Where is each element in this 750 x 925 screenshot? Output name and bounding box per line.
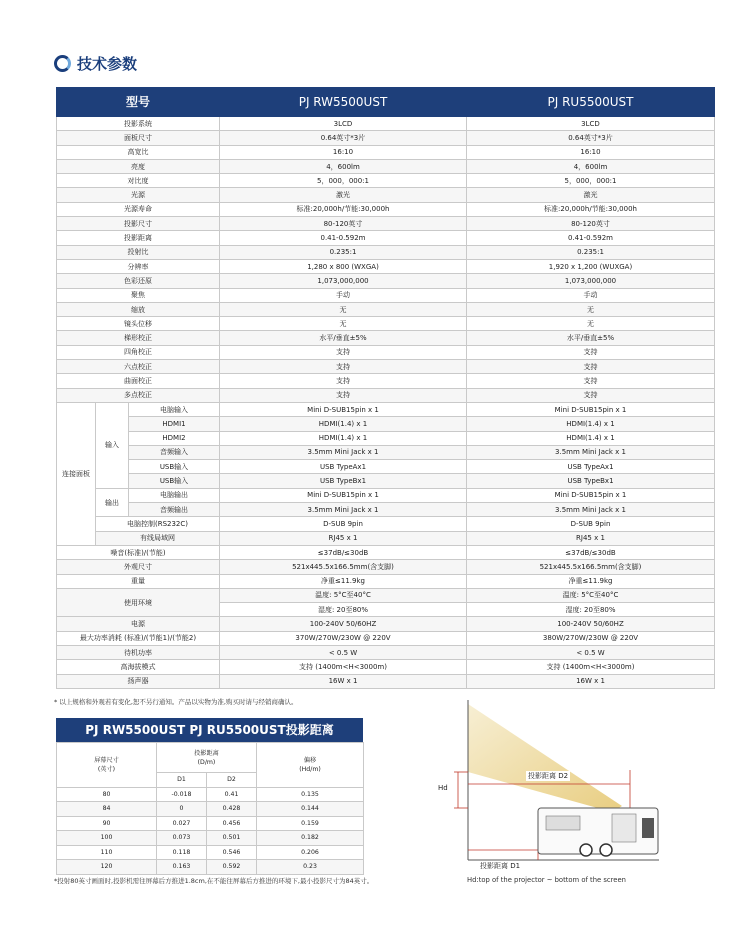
spec-value-rw: 手动 <box>220 288 467 302</box>
spec-value-rw: 激光 <box>220 188 467 202</box>
spec-value-ru: 4，600lm <box>467 159 715 173</box>
spec-label: 高宽比 <box>57 145 220 159</box>
header-model: 型号 <box>57 88 220 117</box>
spec-row <box>57 274 715 288</box>
env-row <box>57 588 715 602</box>
offset-cell: 0.159 <box>257 816 364 831</box>
spec-label: 投射比 <box>57 245 220 259</box>
spec-table <box>56 87 715 689</box>
env-label: 使用环境 <box>57 588 220 617</box>
label-d1: 投影距离 D1 <box>480 862 521 870</box>
spec-label: 曲面校正 <box>57 374 220 388</box>
spec-label: 亮度 <box>57 159 220 173</box>
spec-row <box>57 117 715 131</box>
spec-value-rw: 无 <box>220 317 467 331</box>
col-screen-size: 屏幕尺寸 (英寸) <box>57 743 157 788</box>
spec-label: 高海拔模式 <box>57 660 220 674</box>
spec-row <box>57 674 715 688</box>
connect-row <box>57 503 715 517</box>
spec-value-ru: 支持 <box>467 388 715 402</box>
spec-row <box>57 302 715 316</box>
spec-header-row <box>57 88 715 117</box>
spec-value-ru: 16W x 1 <box>467 674 715 688</box>
distance-header-row <box>57 743 364 773</box>
distance-row <box>57 787 364 802</box>
spec-row <box>57 217 715 231</box>
spec-value-rw: 无 <box>220 302 467 316</box>
spec-label: 外观尺寸 <box>57 560 220 574</box>
spec-value-rw: 支持 <box>220 388 467 402</box>
spec-label: 聚焦 <box>57 288 220 302</box>
connect-row <box>57 402 715 416</box>
spec-value-rw: 4，600lm <box>220 159 467 173</box>
spec-label: 光源 <box>57 188 220 202</box>
spec-row <box>57 560 715 574</box>
screen-size-cell: 90 <box>57 816 157 831</box>
d1-cell: 0.118 <box>157 845 207 860</box>
spec-value-ru: 0.64英寸*3片 <box>467 131 715 145</box>
spec-value-rw: Mini D-SUB15pin x 1 <box>220 402 467 416</box>
distance-table <box>56 742 364 875</box>
spec-row <box>57 574 715 588</box>
spec-label: 扬声器 <box>57 674 220 688</box>
spec-label: 镜头位移 <box>57 317 220 331</box>
projection-diagram-graphic <box>434 700 664 875</box>
spec-value-rw: 100-240V 50/60HZ <box>220 617 467 631</box>
spec-value-ru: 无 <box>467 317 715 331</box>
spec-value-ru: 1,073,000,000 <box>467 274 715 288</box>
connect-row <box>57 488 715 502</box>
distance-table-block <box>56 718 363 875</box>
spec-row <box>57 345 715 359</box>
spec-value-rw: 16:10 <box>220 145 467 159</box>
spec-label: 多点校正 <box>57 388 220 402</box>
spec-value-rw: 0.41-0.592m <box>220 231 467 245</box>
distance-row <box>57 845 364 860</box>
d2-cell: 0.41 <box>207 787 257 802</box>
spec-value-ru: USB TypeAx1 <box>467 460 715 474</box>
spec-value-ru: 湿度: 20至80% <box>467 603 715 617</box>
diagram-caption: Hd:top of the projector ~ bottom of the screen <box>467 876 626 884</box>
spec-value-ru: HDMI(1.4) x 1 <box>467 431 715 445</box>
spec-row <box>57 545 715 559</box>
d1-cell: -0.018 <box>157 787 207 802</box>
spec-value-rw: USB TypeAx1 <box>220 460 467 474</box>
spec-label: 缩放 <box>57 302 220 316</box>
spec-value-ru: 0.235:1 <box>467 245 715 259</box>
connect-port-label: 电脑控制(RS232C) <box>96 517 220 531</box>
d2-cell: 0.501 <box>207 831 257 846</box>
spec-row <box>57 331 715 345</box>
spec-value-rw: 3LCD <box>220 117 467 131</box>
spec-label: 对比度 <box>57 174 220 188</box>
screen-size-cell: 110 <box>57 845 157 860</box>
spec-value-ru: Mini D-SUB15pin x 1 <box>467 402 715 416</box>
spec-row <box>57 660 715 674</box>
spec-value-rw: 521x445.5x166.5mm(含支脚) <box>220 560 467 574</box>
spec-value-rw: 净重≤11.9kg <box>220 574 467 588</box>
spec-value-ru: Mini D-SUB15pin x 1 <box>467 488 715 502</box>
spec-value-ru: 无 <box>467 302 715 316</box>
distance-row <box>57 802 364 817</box>
spec-value-rw: Mini D-SUB15pin x 1 <box>220 488 467 502</box>
spec-label: 投影距离 <box>57 231 220 245</box>
distance-row <box>57 831 364 846</box>
connect-row <box>57 460 715 474</box>
spec-value-rw: D-SUB 9pin <box>220 517 467 531</box>
connect-port-label: 有线局域网 <box>96 531 220 545</box>
screen-size-cell: 100 <box>57 831 157 846</box>
connect-group-label: 连接面板 <box>57 402 96 545</box>
header-model-ru: PJ RU5500UST <box>467 88 715 117</box>
spec-value-ru: 手动 <box>467 288 715 302</box>
spec-footnote: * 以上规格和外观若有变化,恕不另行通知。产品以实物为准,购买时请与经销商确认。 <box>54 698 298 706</box>
spec-row <box>57 388 715 402</box>
connect-port-label: 音频输入 <box>129 445 220 459</box>
spec-value-rw: 3.5mm Mini Jack x 1 <box>220 445 467 459</box>
connect-row <box>57 531 715 545</box>
spec-value-ru: 支持 <box>467 374 715 388</box>
spec-value-rw: 支持 (1400m<H<3000m) <box>220 660 467 674</box>
spec-value-ru: 3LCD <box>467 117 715 131</box>
spec-value-rw: 0.64英寸*3片 <box>220 131 467 145</box>
spec-value-rw: 温度: 5°C至40°C <box>220 588 467 602</box>
section-title-text: 技术参数 <box>77 55 138 73</box>
spec-row <box>57 159 715 173</box>
spec-value-rw: HDMI(1.4) x 1 <box>220 417 467 431</box>
connect-row <box>57 431 715 445</box>
spec-value-rw: 80-120英寸 <box>220 217 467 231</box>
spec-value-rw: 支持 <box>220 374 467 388</box>
label-d2: 投影距离 D2 <box>528 772 569 780</box>
spec-value-ru: 3.5mm Mini Jack x 1 <box>467 445 715 459</box>
spec-row <box>57 245 715 259</box>
spec-value-ru: ≤37dB/≤30dB <box>467 545 715 559</box>
distance-table-title: PJ RW5500UST PJ RU5500UST投影距离 <box>56 718 363 742</box>
spec-row <box>57 231 715 245</box>
connect-row <box>57 517 715 531</box>
spec-row <box>57 202 715 216</box>
spec-value-rw: 1,073,000,000 <box>220 274 467 288</box>
spec-value-rw: 水平/垂直±5% <box>220 331 467 345</box>
spec-row <box>57 317 715 331</box>
spec-value-rw: 5，000，000:1 <box>220 174 467 188</box>
spec-value-rw: HDMI(1.4) x 1 <box>220 431 467 445</box>
spec-value-ru: < 0.5 W <box>467 645 715 659</box>
spec-value-rw: 湿度: 20至80% <box>220 603 467 617</box>
spec-row <box>57 259 715 273</box>
connect-row <box>57 445 715 459</box>
distance-row <box>57 860 364 875</box>
spec-value-ru: 380W/270W/230W @ 220V <box>467 631 715 645</box>
connect-port-label: USB输入 <box>129 460 220 474</box>
spec-value-rw: 3.5mm Mini Jack x 1 <box>220 503 467 517</box>
col-d1: D1 <box>157 773 207 788</box>
d2-cell: 0.546 <box>207 845 257 860</box>
spec-value-ru: 1,920 x 1,200 (WUXGA) <box>467 259 715 273</box>
connect-port-label: HDMI1 <box>129 417 220 431</box>
col-projection-distance: 投影距离 (D/m) <box>157 743 257 773</box>
distance-row <box>57 816 364 831</box>
spec-label: 四角校正 <box>57 345 220 359</box>
spec-row <box>57 631 715 645</box>
connect-port-label: 电脑输出 <box>129 488 220 502</box>
connect-row <box>57 474 715 488</box>
spec-value-rw: 370W/270W/230W @ 220V <box>220 631 467 645</box>
spec-value-ru: 16:10 <box>467 145 715 159</box>
offset-cell: 0.135 <box>257 787 364 802</box>
spec-value-rw: 0.235:1 <box>220 245 467 259</box>
spec-label: 色彩还原 <box>57 274 220 288</box>
spec-value-ru: 80-120英寸 <box>467 217 715 231</box>
spec-value-rw: 16W x 1 <box>220 674 467 688</box>
projector-icon <box>538 808 658 856</box>
screen-size-cell: 120 <box>57 860 157 875</box>
spec-value-ru: 温度: 5°C至40°C <box>467 588 715 602</box>
spec-value-ru: HDMI(1.4) x 1 <box>467 417 715 431</box>
spec-value-rw: 支持 <box>220 345 467 359</box>
connect-port-label: HDMI2 <box>129 431 220 445</box>
spec-label: 待机功率 <box>57 645 220 659</box>
distance-footnote: *投射80英寸画面时,投影机需往屏幕后方推进1.8cm,在不能往屏幕后方推进的环境下,最小投影尺寸为84英寸。 <box>54 877 374 885</box>
spec-label: 分辨率 <box>57 259 220 273</box>
spec-row <box>57 645 715 659</box>
spec-value-ru: D-SUB 9pin <box>467 517 715 531</box>
spec-value-ru: 521x445.5x166.5mm(含支脚) <box>467 560 715 574</box>
offset-cell: 0.182 <box>257 831 364 846</box>
d1-cell: 0.073 <box>157 831 207 846</box>
spec-value-ru: USB TypeBx1 <box>467 474 715 488</box>
spec-label: 重量 <box>57 574 220 588</box>
projection-diagram <box>434 700 664 875</box>
spec-value-ru: RJ45 x 1 <box>467 531 715 545</box>
spec-label: 六点校正 <box>57 360 220 374</box>
connect-port-label: 电脑输入 <box>129 402 220 416</box>
spec-value-ru: 净重≤11.9kg <box>467 574 715 588</box>
circle-icon <box>54 55 71 72</box>
spec-value-rw: RJ45 x 1 <box>220 531 467 545</box>
screen-size-cell: 80 <box>57 787 157 802</box>
col-d2: D2 <box>207 773 257 788</box>
connect-row <box>57 417 715 431</box>
spec-row <box>57 617 715 631</box>
spec-label: 面板尺寸 <box>57 131 220 145</box>
d2-cell: 0.428 <box>207 802 257 817</box>
header-model-rw: PJ RW5500UST <box>220 88 467 117</box>
d1-cell: 0.027 <box>157 816 207 831</box>
d1-cell: 0 <box>157 802 207 817</box>
spec-row <box>57 360 715 374</box>
spec-value-rw: < 0.5 W <box>220 645 467 659</box>
d1-cell: 0.163 <box>157 860 207 875</box>
spec-label: 噪音(标准)/(节能) <box>57 545 220 559</box>
spec-value-ru: 标准:20,000h/节能:30,000h <box>467 202 715 216</box>
spec-label: 梯形校正 <box>57 331 220 345</box>
col-offset: 偏移 (Hd/m) <box>257 743 364 788</box>
spec-row <box>57 374 715 388</box>
spec-row <box>57 188 715 202</box>
spec-value-rw: ≤37dB/≤30dB <box>220 545 467 559</box>
spec-label: 最大功率消耗 (标准)/(节能1)/(节能2) <box>57 631 220 645</box>
input-group-label: 输入 <box>96 402 129 488</box>
offset-cell: 0.23 <box>257 860 364 875</box>
d2-cell: 0.592 <box>207 860 257 875</box>
offset-cell: 0.206 <box>257 845 364 860</box>
light-beam <box>468 704 622 812</box>
output-group-label: 输出 <box>96 488 129 517</box>
spec-value-ru: 支持 <box>467 345 715 359</box>
spec-value-rw: 1,280 x 800 (WXGA) <box>220 259 467 273</box>
spec-value-rw: 标准:20,000h/节能:30,000h <box>220 202 467 216</box>
spec-label: 电源 <box>57 617 220 631</box>
offset-cell: 0.144 <box>257 802 364 817</box>
spec-value-rw: 支持 <box>220 360 467 374</box>
spec-label: 投影尺寸 <box>57 217 220 231</box>
label-hd: Hd <box>438 784 448 792</box>
spec-row <box>57 131 715 145</box>
spec-value-ru: 0.41-0.592m <box>467 231 715 245</box>
d2-cell: 0.456 <box>207 816 257 831</box>
screen-size-cell: 84 <box>57 802 157 817</box>
section-title <box>54 53 137 74</box>
connect-port-label: 音频输出 <box>129 503 220 517</box>
spec-row <box>57 174 715 188</box>
spec-value-ru: 100-240V 50/60HZ <box>467 617 715 631</box>
spec-value-ru: 5，000，000:1 <box>467 174 715 188</box>
spec-value-rw: USB TypeBx1 <box>220 474 467 488</box>
spec-value-ru: 水平/垂直±5% <box>467 331 715 345</box>
spec-value-ru: 激光 <box>467 188 715 202</box>
spec-value-ru: 支持 (1400m<H<3000m) <box>467 660 715 674</box>
spec-label: 光源寿命 <box>57 202 220 216</box>
spec-row <box>57 145 715 159</box>
spec-value-ru: 3.5mm Mini Jack x 1 <box>467 503 715 517</box>
spec-label: 投影系统 <box>57 117 220 131</box>
connect-port-label: USB输入 <box>129 474 220 488</box>
spec-value-ru: 支持 <box>467 360 715 374</box>
spec-row <box>57 288 715 302</box>
